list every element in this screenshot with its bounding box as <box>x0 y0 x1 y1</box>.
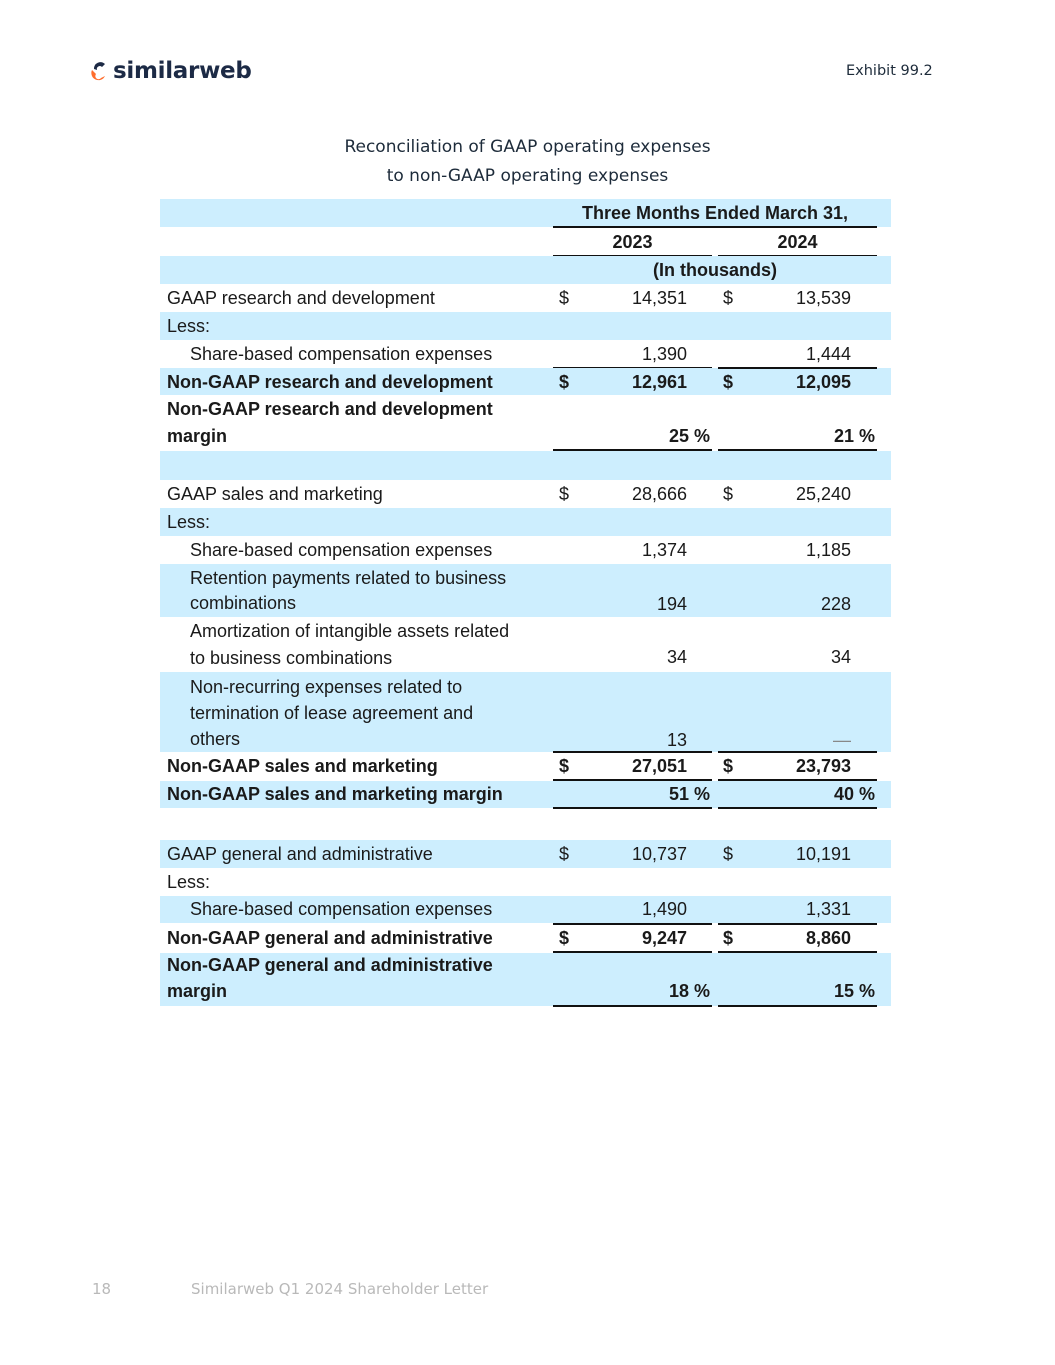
row-label: Non-recurring expenses related to <box>190 677 463 697</box>
value-2023: 1,374 <box>641 540 687 560</box>
currency-symbol: $ <box>559 288 570 308</box>
exhibit-label: Exhibit 99.2 <box>846 63 933 79</box>
table-row <box>160 284 891 312</box>
row-label: Non-GAAP sales and marketing <box>167 756 438 776</box>
row-label: termination of lease agreement and <box>190 703 474 723</box>
table-row <box>160 953 891 1006</box>
value-2023: 25 % <box>668 426 710 446</box>
row-label: to business combinations <box>190 648 393 668</box>
divider <box>718 1005 877 1007</box>
value-2023: 18 % <box>668 981 710 1001</box>
row-label: Non-GAAP general and administrative <box>167 955 493 975</box>
similarweb-logo-icon <box>88 58 110 84</box>
column-header-2024: 2024 <box>777 232 818 252</box>
row-label: GAAP research and development <box>167 288 435 308</box>
value-2023: 13 <box>666 730 687 750</box>
table-row <box>160 480 891 508</box>
value-2024: 1,444 <box>805 344 851 364</box>
table-row <box>160 672 891 752</box>
units-label: (In thousands) <box>653 260 777 280</box>
value-2023: 9,247 <box>641 928 687 948</box>
table-units-row <box>160 256 891 284</box>
divider <box>718 367 877 369</box>
row-label: Less: <box>167 872 211 892</box>
page-number: 18 <box>92 1280 112 1298</box>
row-label: Less: <box>167 316 211 336</box>
brand-name: similarweb <box>113 58 252 84</box>
table-row <box>160 925 891 952</box>
spacer-row <box>160 451 891 480</box>
divider <box>553 1005 712 1007</box>
table-row <box>160 868 891 896</box>
currency-symbol: $ <box>559 928 570 948</box>
value-2023: 28,666 <box>631 484 687 504</box>
table-row <box>160 340 891 368</box>
row-label: Share-based compensation expenses <box>190 344 493 364</box>
value-2023: 1,490 <box>641 899 687 919</box>
value-2023: 10,737 <box>631 844 687 864</box>
row-label: Non-GAAP sales and marketing margin <box>167 784 503 804</box>
table-row <box>160 536 891 564</box>
row-label: Share-based compensation expenses <box>190 899 493 919</box>
value-2024: — <box>833 730 851 750</box>
value-2024: 34 <box>830 647 851 667</box>
value-2024: 10,191 <box>795 844 851 864</box>
currency-symbol: $ <box>723 928 734 948</box>
value-2024: 8,860 <box>805 928 851 948</box>
value-2023: 14,351 <box>631 288 687 308</box>
table-row <box>160 312 891 340</box>
page-title-line1: Reconciliation of GAAP operating expenses <box>344 137 711 157</box>
value-2023: 194 <box>656 594 687 614</box>
row-label: GAAP general and administrative <box>167 844 433 864</box>
value-2024: 23,793 <box>795 756 851 776</box>
currency-symbol: $ <box>559 756 570 776</box>
row-label: Non-GAAP research and development <box>167 399 493 419</box>
value-2024: 1,331 <box>805 899 851 919</box>
row-label: margin <box>167 981 228 1001</box>
value-2024: 15 % <box>833 981 875 1001</box>
table-row <box>160 781 891 808</box>
table-row <box>160 753 891 780</box>
value-2024: 13,539 <box>795 288 851 308</box>
table-row <box>160 840 891 868</box>
value-2023: 34 <box>666 647 687 667</box>
row-label: Non-GAAP general and administrative <box>167 928 493 948</box>
currency-symbol: $ <box>723 484 734 504</box>
period-header: Three Months Ended March 31, <box>581 203 849 223</box>
document-footer: Similarweb Q1 2024 Shareholder Letter <box>191 1280 489 1298</box>
divider <box>718 807 877 809</box>
column-header-2023: 2023 <box>612 232 653 252</box>
divider <box>553 807 712 809</box>
page-title-line2: to non-GAAP operating expenses <box>386 166 669 186</box>
table-row <box>160 508 891 536</box>
table-header-row <box>160 199 891 227</box>
row-label: margin <box>167 426 228 446</box>
value-2024: 12,095 <box>795 372 851 392</box>
currency-symbol: $ <box>723 756 734 776</box>
value-2024: 25,240 <box>795 484 851 504</box>
currency-symbol: $ <box>723 288 734 308</box>
value-2023: 12,961 <box>631 372 687 392</box>
currency-symbol: $ <box>559 484 570 504</box>
value-2023: 27,051 <box>631 756 687 776</box>
brand-logo <box>88 58 251 84</box>
currency-symbol: $ <box>559 372 570 392</box>
value-2024: 228 <box>820 594 851 614</box>
value-2024: 1,185 <box>805 540 851 560</box>
value-2024: 40 % <box>833 784 875 804</box>
value-2024: 21 % <box>833 426 875 446</box>
table-row <box>160 395 891 449</box>
table-row <box>160 617 891 672</box>
currency-symbol: $ <box>723 372 734 392</box>
row-label: others <box>190 729 241 749</box>
value-2023: 1,390 <box>641 344 687 364</box>
table-row <box>160 564 891 617</box>
row-label: Retention payments related to business <box>190 568 507 588</box>
row-label: GAAP sales and marketing <box>167 484 383 504</box>
value-2023: 51 % <box>668 784 710 804</box>
currency-symbol: $ <box>559 844 570 864</box>
row-label: Less: <box>167 512 211 532</box>
row-label: Non-GAAP research and development <box>167 372 493 392</box>
table-row <box>160 368 891 395</box>
row-label: Amortization of intangible assets related <box>190 621 510 641</box>
table-year-row <box>160 228 891 255</box>
row-label: combinations <box>190 593 297 613</box>
currency-symbol: $ <box>723 844 734 864</box>
row-label: Share-based compensation expenses <box>190 540 493 560</box>
table-row <box>160 896 891 923</box>
